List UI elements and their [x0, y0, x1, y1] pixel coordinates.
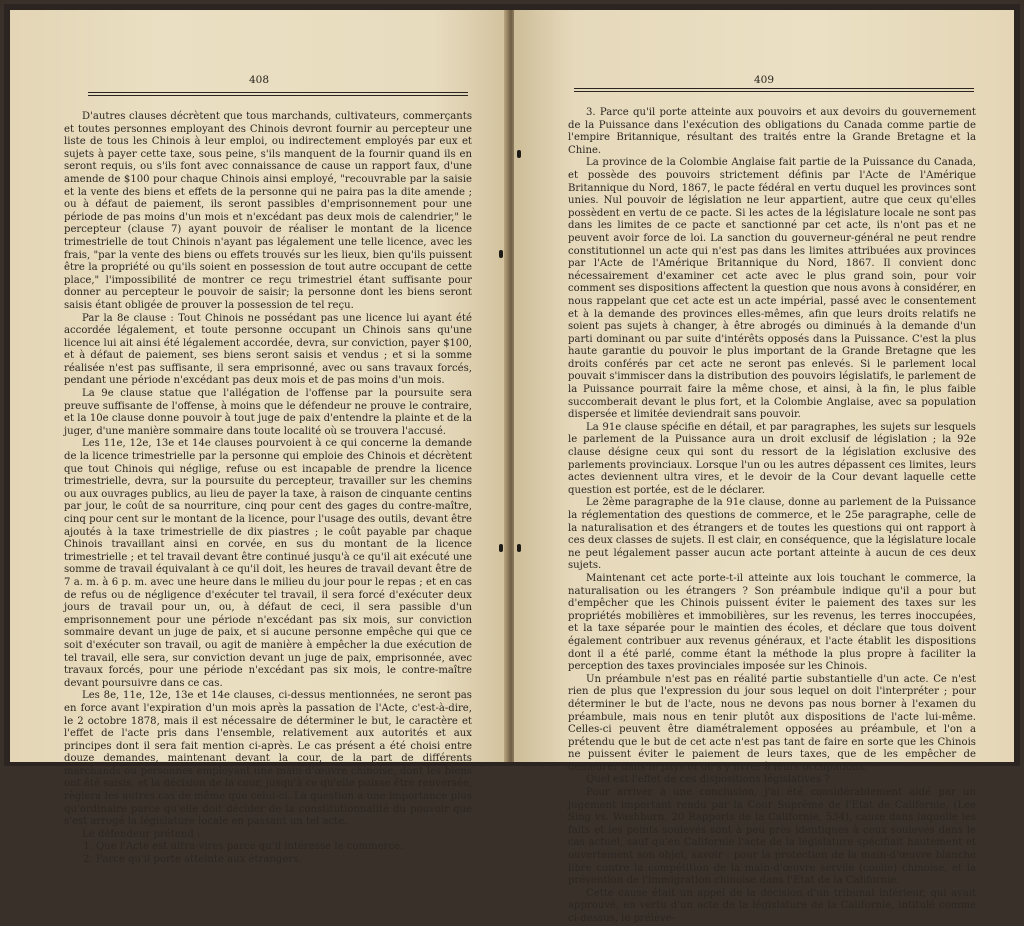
binding-hole	[499, 250, 503, 258]
list-item: 2. Parce qu'il porte atteinte aux étrangers.	[96, 854, 472, 867]
paragraph: Le défendeur prétend :	[82, 828, 201, 840]
header-rule	[574, 91, 974, 92]
argument-list	[64, 841, 472, 866]
body-text	[64, 111, 472, 867]
body-text	[568, 107, 976, 926]
paragraph: Par la 8e clause : Tout Chinois ne possédant pas une licence lui ayant été accordée légalement, et toute personne occupant un Chinois sans qu'une licence lui ait ainsi été légalement accordée, devra, sur conviction, payer $100, et à défaut de paiement, ses biens seront saisis et vendus ; et si la somme réalisée n'est pas suffisante, il sera emprisonné, avec ou sans travaux forcés, pendant une période n'excédant pas deux mois et de pas moins d'un mois.	[64, 312, 472, 387]
page-number: 408	[249, 74, 270, 86]
paragraph: La 9e clause statue que l'allégation de l'offense par la poursuite sera preuve suffisante de l'offense, à moins que le défendeur ne prouve le contraire, et la 10e clause donne pouvoir à tout juge de paix d'entendre la plainte et de la juger, d'une manière sommaire dans toute localité où se trouvera l'accusé.	[64, 388, 472, 437]
paragraph: Maintenant cet acte porte-t-il atteinte aux lois touchant le commerce, la naturalisation ou les étrangers ? Son préambule indique qu'il a pour but d'empêcher que les Chinois puissent éviter le paiement des taxes sur les propriétés mobilières et immobilières, sur les revenus, les terres inoccupées, et la taxe séparée pour le maintien des écoles, et déclare que tous doivent également contribuer aux revenus généraux, et l'acte établit les dispositions dont il a été parlé, comme étant la méthode la plus propre à faciliter la perception des taxes provinciales imposée sur les Chinois.	[568, 572, 976, 673]
book-spread	[4, 4, 1020, 924]
paragraph: La province de la Colombie Anglaise fait partie de la Puissance du Canada, et possède des pouvoirs strictement définis par l'Acte de l'Amérique Britannique du Nord, 1867, le pacte fédéral en vertu duquel les provinces sont unies. Nul pouvoir de législation ne leur appartient, autre que ceux qu'elles possèdent en vertu de ce pacte. Si les actes de la législature locale ne sont pas dans les limites de ce pacte et sanctionné par cet acte, ils n'ont pas et ne peuvent avoir force de loi. La sanction du gouverneur-général ne peut rendre constitutionnel un acte qui n'est pas dans les limites attribuées aux provinces par l'Acte de l'Amérique Britannique du Nord, 1867. Il convient donc nécessairement d'examiner cet acte avec le plus grand soin, pour voir comment ses dispositions affectent la question que nous avons à considérer, en nous rappelant que cet acte est un acte impérial, passé avec le consentement et à la demande des provinces elles-mêmes, afin que leurs droits relatifs ne soient pas sujets à changer, à être abrogés ou diminués à la demande d'un parti dominant ou par suite d'intérêts opposés dans la Puissance. C'est la plus haute garantie du pouvoir le plus important de la Grande Bretagne que les droits conférés par cet acte ne seront pas enlevés. Si le parlement local pouvait s'immiscer dans la distribution des pouvoirs législatifs, le parlement de la Puissance pourrait faire la même chose, et ainsi, à la fin, le plus faible succomberait devant le plus fort, et la Colombie Anglaise, avec sa population dispersée et limitée deviendrait sans pouvoir.	[568, 157, 976, 421]
header-rule	[88, 92, 468, 93]
left-page	[10, 10, 508, 866]
paragraph: Cette cause était un appel de la décision d'un tribunal inférieur, qui avait approuvé, en vertu d'un acte de la législature de la Californie, intitulé comme ci-dessus, le prélève-	[568, 887, 976, 924]
binding-hole	[517, 150, 521, 158]
header-rule	[88, 95, 468, 96]
paragraph: Pour arriver à une conclusion, j'ai été considérablement aidé par un jugement important rendu par la Cour Suprême de l'Etat de Californie, (Lee Sing vs. Washburn, 20 Rapports de la Californie, 534), cause dans laquelle les faits et les points soulevés sont à peu près identiques à ceux soulevés dans le cas actuel, sauf qu'en Californie l'acte de la législature spécifiait hautement et ouvertement son objet, savoir : pour la protection de la main-d'œuvre blanche libre contre la compétition de la main-d'œuvre servile (coolie) chinoise, et la prévention de l'immigration chinoise dans l'Etat de la Californie.	[568, 787, 976, 887]
paragraph: Les 11e, 12e, 13e et 14e clauses pourvoient à ce qui concerne la demande de la licence trimestrielle par la personne qui emploie des Chinois et décrètent que tout Chinois qui néglige, refuse ou est incapable de prendre la licence trimestrielle, devra, sur la poursuite du percepteur, travailler sur les chemins ou aux ouvrages publics, au lieu de payer la taxe, à raison de cinquante centins par jour, le coût de sa nourriture, cinq pour cent des gages du contre-maître, cinq pour cent sur le montant de la licence, pour l'usage des outils, devant être ajoutés à la taxe trimestrielle de dix piastres ; le coût payable par chaque Chinois travaillant ainsi en corvée, en sus du montant de la licence trimestrielle ; et tel travail devant être continué jusqu'à ce qu'il ait exécuté une somme de travail équivalant à ce qu'il doit, les heures de travail devant être de 7 a. m. à 6 p. m. avec une heure dans le milieu du jour pour le repas ; et en cas de refus ou de négligence d'exécuter tel travail, il sera forcé d'exécuter deux jours de travail pour un, ou, à défaut de ceci, il sera passible d'un emprisonnement pour une période n'excédant pas six mois, sur conviction sommaire devant un juge de paix, et si aucune personne empêche qui que ce soit d'exécuter son travail, ou agit de manière à empêcher la due exécution de tel travail, elle sera, sur conviction devant un juge de paix, emprisonnée, avec travaux forcés, pour une période n'excédant pas six mois, le contre-maître devant poursuivre dans ce cas.	[64, 438, 472, 689]
paragraph: D'autres clauses décrètent que tous marchands, cultivateurs, commerçants et toutes personnes employant des Chinois devront fournir au percepteur une liste de tous les Chinois à leur emploi, ou indirectement employés par eux et sujets à payer cette taxe, sous peine, s'ils manquent de la fournir quand ils en seront requis, ou s'ils font avec connaissance de cause un rapport faux, d'une amende de $100 pour chaque Chinois ainsi employé, "recouvrable par la saisie et la vente des biens et effets de la personne qui ne paira pas la dite amende ; ou à défaut de paiement, ils seront passibles d'emprisonnement pour une période de pas moins d'un mois et n'excédant pas deux mois de calendrier," le percepteur (clause 7) ayant pouvoir de réaliser le montant de la licence trimestrielle de tout Chinois n'ayant pas légalement une telle licence, avec les frais, "par la vente des biens ou effets trouvés sur les lieux, bien qu'ils puissent être la propriété ou qu'ils soient en possession de tout autre occupant de cette place," l'impossibilité de montrer ce reçu trimestriel étant suffisante pour donner au percepteur le pouvoir de saisir; la personne dont les biens seront saisis étant obligée de prouver la possession de tel reçu.	[64, 111, 472, 311]
paragraph: Les 8e, 11e, 12e, 13e et 14e clauses, ci-dessus mentionnées, ne seront pas en force avant l'expiration d'un mois après la passation de l'Acte, c'est-à-dire, le 2 octobre 1878, mais il est nécessaire de déterminer le but, le caractère et l'effet de l'acte pris dans l'ensemble, relativement aux autorités et aux principes dont il sera fait mention ci-après. Le cas présent a été choisi entre douze demandes, maintenant devant la cour, de la part de différents marchands ou personnes employant une main-d'œuvre chinoise, dont les biens ont été saisis, et la décision de la cour, jusqu'à ce qu'elle puisse être renversée, règlera les autres cas de même que celui-ci. La question a une importance plus qu'ordinaire parce qu'elle doit décider de la constitutionnalité du pouvoir que s'est arrogé la législature locale en passant un tel acte.	[64, 690, 472, 828]
binding-hole	[499, 544, 503, 552]
paragraph: 3. Parce qu'il porte atteinte aux pouvoirs et aux devoirs du gouvernement de la Puissance dans l'exécution des obligations du Canada comme partie de l'empire Britannique, résultant des traités entre la Grande Bretagne et la Chine.	[568, 107, 976, 156]
right-page	[514, 10, 1014, 924]
paragraph: La 91e clause spécifie en détail, et par paragraphes, les sujets sur lesquels le parlement de la Puissance aura un droit exclusif de législation ; la 92e clause désigne ceux qui sont du ressort de la législation exclusive des parlements provinciaux. Lorsque l'un ou les autres dépassent ces limites, leurs actes deviennent ultra vires, et le devoir de la Cour devant laquelle cette question est portée, est de le déclarer.	[568, 421, 976, 496]
paragraph: Le 2ème paragraphe de la 91e clause, donne au parlement de la Puissance la réglementation des questions de commerce, et le 25e paragraphe, celle de la naturalisation et des étrangers et de toutes les questions qui ont rapport à ces deux classes de sujets. Il est clair, en conséquence, que la législature locale ne peut légalement passer aucun acte portant atteinte à aucun de ces deux sujets.	[568, 497, 976, 572]
binding-hole	[517, 544, 521, 552]
header-rule	[574, 88, 974, 89]
list-item: 1. Que l'Acte est ultra-vires parce qu'il intéresse le commerce.	[96, 841, 472, 854]
paragraph: Quel est l'effet de ces dispositions législatives ?	[586, 774, 830, 786]
page-number: 409	[754, 74, 775, 86]
paragraph: Un préambule n'est pas en réalité partie substantielle d'un acte. Ce n'est rien de plus que l'expression du jour sous lequel on doit l'interpréter ; pour déterminer le but de l'acte, nous ne devons pas nous borner à l'examen du préambule, mais nous en tenir plutôt aux dispositions de l'acte lui-même. Celles-ci peuvent être diamétralement opposées au préambule, et l'on a prétendu que le but de cet acte n'est pas tant de faire en sorte que les Chinois ne puissent éviter le paiement de leurs taxes, que de les empêcher de demeurer dans le pays et de s'y livrer à leurs occupations.	[568, 673, 976, 773]
